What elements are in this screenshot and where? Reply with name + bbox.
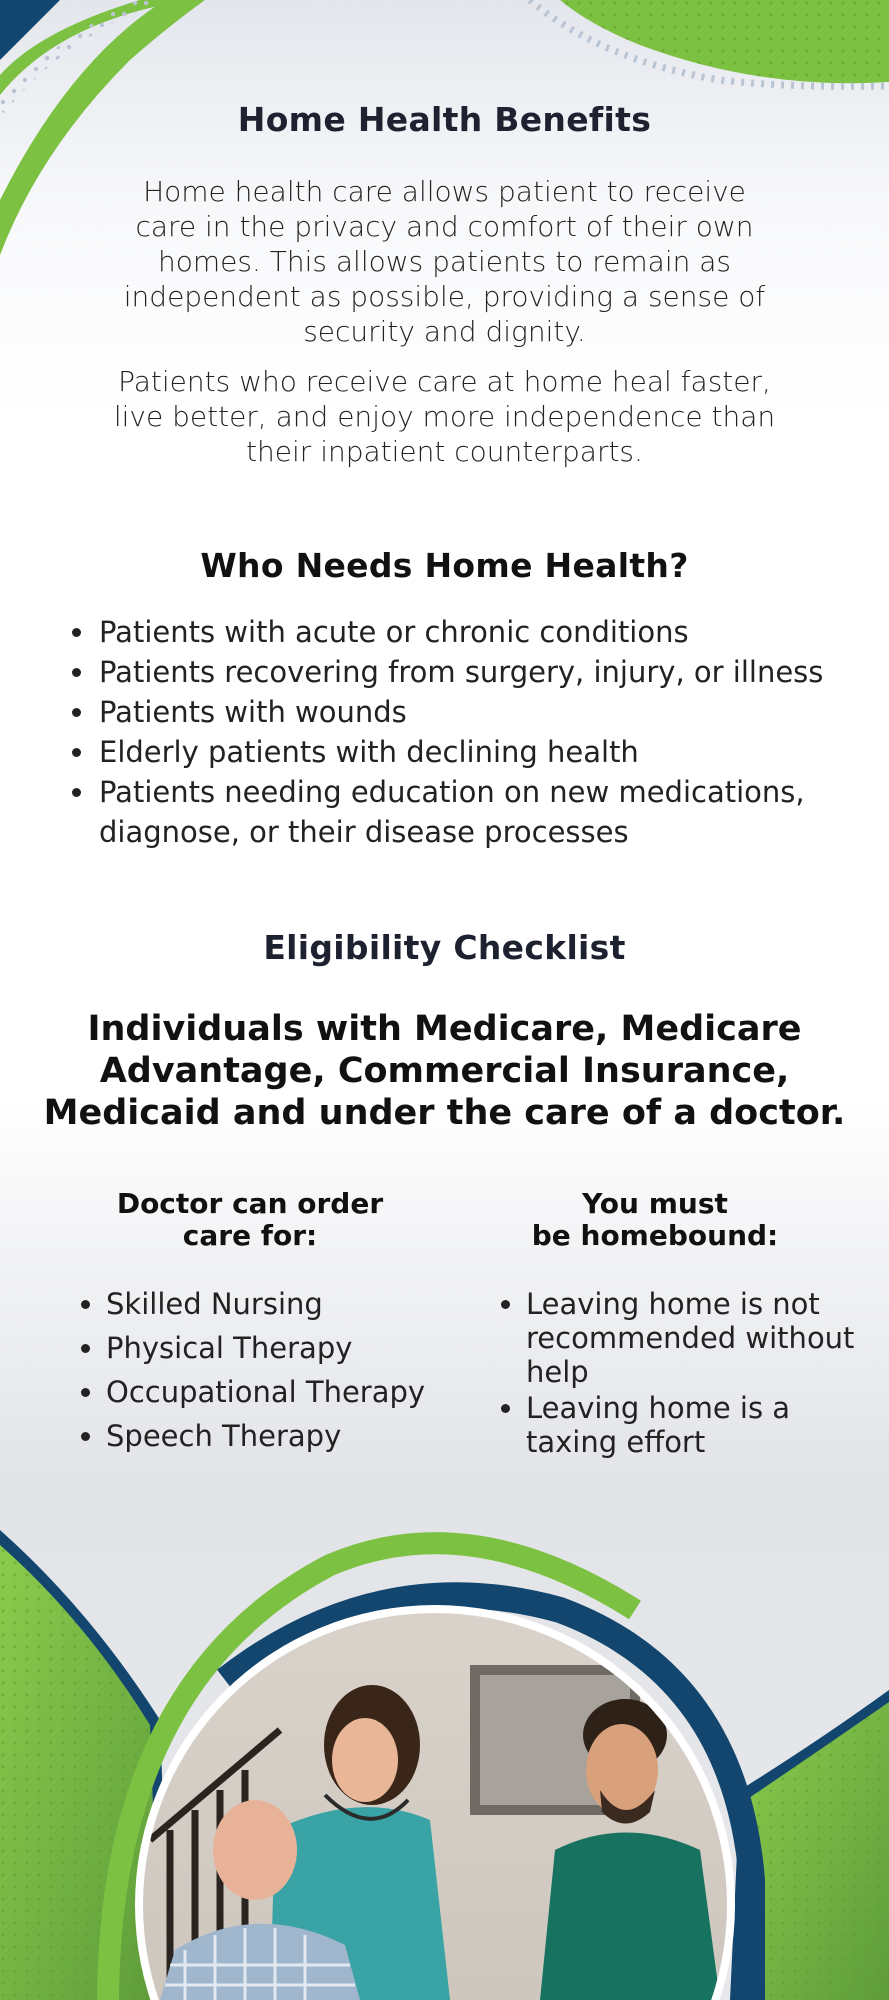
who-needs-title: Who Needs Home Health? xyxy=(200,546,689,585)
list-item: • Occupational Therapy xyxy=(106,1370,486,1414)
list-item: • Patients with acute or chronic conditions xyxy=(97,612,889,652)
list-item: • Patients recovering from surgery, injury, or illness xyxy=(97,652,889,692)
benefits-paragraph-2: Patients who receive care at home heal faster, live better, and enjoy more independence than their inpatient counterparts. xyxy=(113,365,776,468)
list-item: • Patients needing education on new medications, diagnose, or their disease processes xyxy=(97,772,889,852)
list-item: • Speech Therapy xyxy=(106,1414,486,1458)
list-item: • Leaving home is not recommended without help xyxy=(526,1287,876,1389)
list-item: • Elderly patients with declining health xyxy=(97,732,889,772)
doctor-heading-line-1: Doctor can order xyxy=(116,1187,384,1220)
doctor-heading-line-2: care for: xyxy=(182,1219,318,1252)
homebound-heading-line-1: You must xyxy=(582,1187,728,1220)
list-item: • Leaving home is a taxing effort xyxy=(526,1391,876,1459)
list-item: • Patients with wounds xyxy=(97,692,889,732)
who-needs-list xyxy=(55,612,889,852)
benefits-paragraph-1: Home health care allows patient to receive care in the privacy and comfort of their own homes. This allows patients to remain as independent as possible, providing a sense of security and dignity. xyxy=(123,175,766,348)
homebound-criteria-list xyxy=(490,1287,876,1461)
eligibility-statement: Individuals with Medicare, Medicare Advantage, Commercial Insurance, Medicaid and under the care of a doctor. xyxy=(43,1009,846,1133)
benefits-title: Home Health Benefits xyxy=(237,100,652,139)
homebound-heading xyxy=(490,1188,820,1252)
eligibility-title: Eligibility Checklist xyxy=(263,928,626,967)
doctor-heading xyxy=(80,1188,420,1252)
list-item: • Physical Therapy xyxy=(106,1326,486,1370)
list-item: • Skilled Nursing xyxy=(106,1282,486,1326)
doctor-services-list xyxy=(70,1282,486,1458)
homebound-heading-line-2: be homebound: xyxy=(531,1219,779,1252)
